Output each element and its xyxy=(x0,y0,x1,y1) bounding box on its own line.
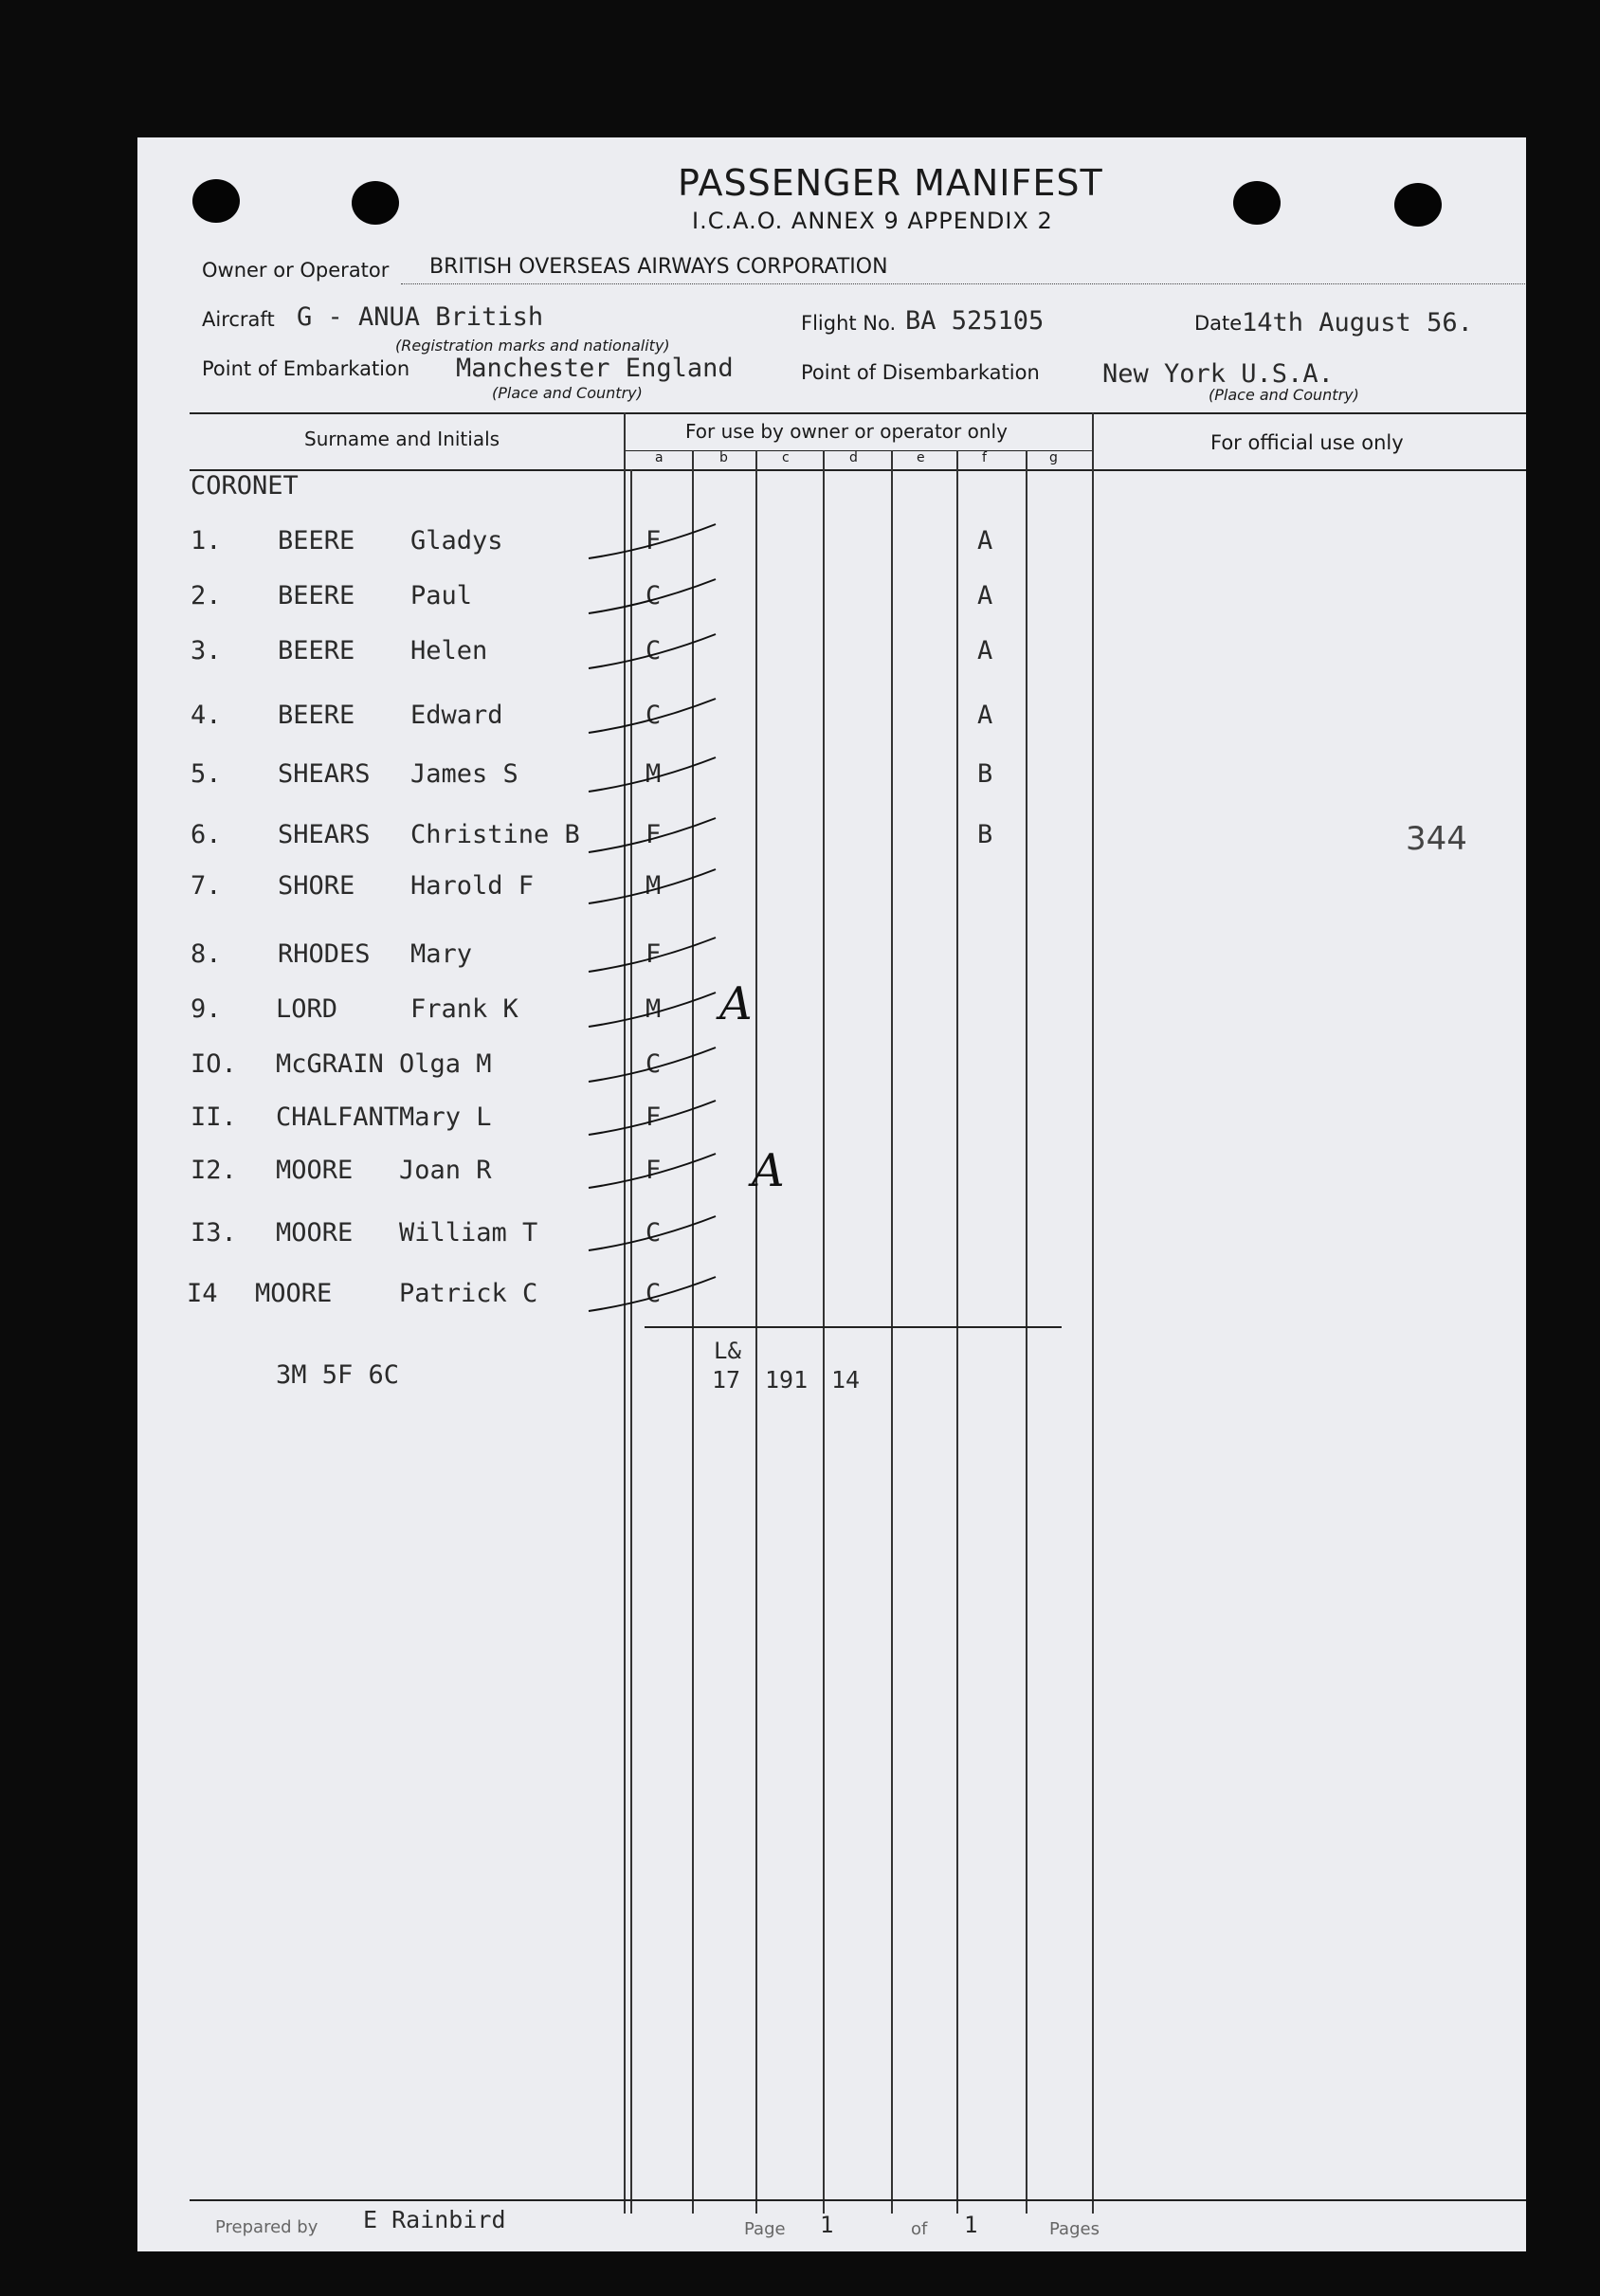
passenger-category: C xyxy=(645,581,662,610)
passenger-given-name: Joan R xyxy=(399,1156,492,1185)
passenger-category: F xyxy=(645,820,662,849)
row-number: 4. xyxy=(191,701,222,730)
passenger-category: M xyxy=(645,994,662,1024)
passenger-surname: BEERE xyxy=(278,636,355,665)
passenger-category: M xyxy=(645,871,662,901)
passenger-category: C xyxy=(645,701,662,730)
col-owner-header: For use by owner or operator only xyxy=(685,420,1008,443)
passenger-given-name: Mary xyxy=(410,939,473,969)
group-label: CORONET xyxy=(191,471,299,501)
subcol-header-a: a xyxy=(655,450,664,465)
passenger-given-name: Helen xyxy=(410,636,488,665)
col-surname-header: Surname and Initials xyxy=(304,428,500,450)
passenger-given-name: Patrick C xyxy=(399,1279,538,1308)
passenger-class: A xyxy=(977,526,993,556)
passenger-given-name: James S xyxy=(410,759,518,789)
passenger-given-name: Frank K xyxy=(410,994,518,1024)
passenger-surname: SHEARS xyxy=(278,759,371,789)
subcol-header-c: c xyxy=(782,450,790,465)
aircraft-label: Aircraft xyxy=(202,308,275,331)
disembarkation-value: New York U.S.A. xyxy=(1102,359,1334,389)
summary-counts: 3M 5F 6C xyxy=(276,1360,400,1390)
checkoff-stroke xyxy=(589,757,716,792)
passenger-class: B xyxy=(977,820,993,849)
passenger-surname: RHODES xyxy=(278,939,371,969)
pages-label: Pages xyxy=(1049,2219,1100,2239)
passenger-surname: LORD xyxy=(276,994,338,1024)
aircraft-value: G - ANUA British xyxy=(297,302,544,332)
passenger-class: A xyxy=(977,581,993,610)
embarkation-label: Point of Embarkation xyxy=(202,357,410,380)
owner-value: BRITISH OVERSEAS AIRWAYS CORPORATION xyxy=(429,255,888,279)
totals-rule xyxy=(645,1326,1062,1328)
checkoff-stroke xyxy=(589,1048,716,1082)
checkoff-stroke xyxy=(589,1154,716,1188)
checkoff-marks xyxy=(137,137,1526,2251)
passenger-category: F xyxy=(645,939,662,969)
passenger-surname: BEERE xyxy=(278,526,355,556)
row-number: I3. xyxy=(191,1218,237,1248)
passenger-surname: MOORE xyxy=(276,1156,354,1185)
row-number: 8. xyxy=(191,939,222,969)
passenger-given-name: Mary L xyxy=(399,1102,492,1132)
checkoff-stroke xyxy=(589,579,716,613)
subcol-header-f: f xyxy=(982,450,987,465)
checkoff-stroke xyxy=(589,938,716,972)
handwritten-mark: A xyxy=(752,1144,785,1197)
disembarkation-label: Point of Disembarkation xyxy=(801,361,1040,384)
of-label: of xyxy=(911,2219,928,2239)
passenger-surname: SHORE xyxy=(278,871,355,901)
totals-label: L& xyxy=(714,1338,741,1364)
total-c: 191 xyxy=(765,1366,809,1394)
passenger-category: F xyxy=(645,1156,662,1185)
prepared-value: E Rainbird xyxy=(363,2206,506,2233)
row-number: I2. xyxy=(191,1156,237,1185)
row-number: 6. xyxy=(191,820,222,849)
row-number: 2. xyxy=(191,581,222,610)
of-value: 1 xyxy=(964,2212,978,2238)
passenger-given-name: Harold F xyxy=(410,871,535,901)
row-number: II. xyxy=(191,1102,237,1132)
row-number: 3. xyxy=(191,636,222,665)
subcol-header-g: g xyxy=(1049,450,1058,465)
passenger-given-name: Gladys xyxy=(410,526,503,556)
aircraft-note: (Registration marks and nationality) xyxy=(395,337,670,355)
passenger-given-name: William T xyxy=(399,1218,538,1248)
total-d: 14 xyxy=(831,1366,861,1394)
disembarkation-note: (Place and Country) xyxy=(1209,386,1359,404)
passenger-class: B xyxy=(977,759,993,789)
passenger-category: C xyxy=(645,1218,662,1248)
passenger-category: F xyxy=(645,526,662,556)
passenger-category: F xyxy=(645,1102,662,1132)
row-number: I4 xyxy=(187,1279,218,1308)
subcol-header-e: e xyxy=(917,450,925,465)
row-number: 5. xyxy=(191,759,222,789)
official-note: 344 xyxy=(1406,820,1467,858)
col-official-header: For official use only xyxy=(1210,431,1404,454)
passenger-surname: MOORE xyxy=(276,1218,354,1248)
passenger-category: C xyxy=(645,1279,662,1308)
handwritten-mark: A xyxy=(719,977,753,1030)
embarkation-value: Manchester England xyxy=(456,354,734,383)
passenger-surname: SHEARS xyxy=(278,820,371,849)
passenger-surname: BEERE xyxy=(278,701,355,730)
date-value: 14th August 56. xyxy=(1242,308,1473,337)
prepared-label: Prepared by xyxy=(215,2217,318,2237)
flight-label: Flight No. xyxy=(801,312,897,335)
checkoff-stroke xyxy=(589,699,716,733)
flight-value: BA 525105 xyxy=(905,306,1045,336)
subcol-header-b: b xyxy=(719,450,728,465)
passenger-given-name: Paul xyxy=(410,581,473,610)
footer-rule xyxy=(190,2199,1526,2201)
passenger-surname: CHALFANT xyxy=(276,1102,400,1132)
checkoff-stroke xyxy=(589,1101,716,1135)
embarkation-note: (Place and Country) xyxy=(492,384,643,402)
owner-label: Owner or Operator xyxy=(202,259,390,282)
row-number: IO. xyxy=(191,1049,237,1079)
page-label: Page xyxy=(744,2219,786,2239)
total-b: 17 xyxy=(712,1366,741,1394)
row-number: 7. xyxy=(191,871,222,901)
checkoff-stroke xyxy=(589,634,716,668)
passenger-surname: McGRAIN xyxy=(276,1049,384,1079)
subcol-header-d: d xyxy=(849,450,858,465)
passenger-given-name: Edward xyxy=(410,701,503,730)
checkoff-stroke xyxy=(589,524,716,558)
checkoff-stroke xyxy=(589,869,716,903)
passenger-class: A xyxy=(977,636,993,665)
page-title: PASSENGER MANIFEST xyxy=(678,162,1103,204)
passenger-given-name: Christine B xyxy=(410,820,580,849)
passenger-category: M xyxy=(645,759,662,789)
checkoff-stroke xyxy=(589,818,716,852)
passenger-category: C xyxy=(645,1049,662,1079)
page-subtitle: I.C.A.O. ANNEX 9 APPENDIX 2 xyxy=(692,208,1053,234)
manifest-sheet xyxy=(137,137,1526,2251)
checkoff-stroke xyxy=(589,993,716,1027)
page-value: 1 xyxy=(820,2212,834,2238)
passenger-surname: BEERE xyxy=(278,581,355,610)
checkoff-stroke xyxy=(589,1216,716,1250)
row-number: 9. xyxy=(191,994,222,1024)
checkoff-stroke xyxy=(589,1277,716,1311)
date-label: Date xyxy=(1194,312,1243,335)
passenger-class: A xyxy=(977,701,993,730)
passenger-category: C xyxy=(645,636,662,665)
passenger-surname: MOORE xyxy=(255,1279,333,1308)
row-number: 1. xyxy=(191,526,222,556)
passenger-given-name: Olga M xyxy=(399,1049,492,1079)
